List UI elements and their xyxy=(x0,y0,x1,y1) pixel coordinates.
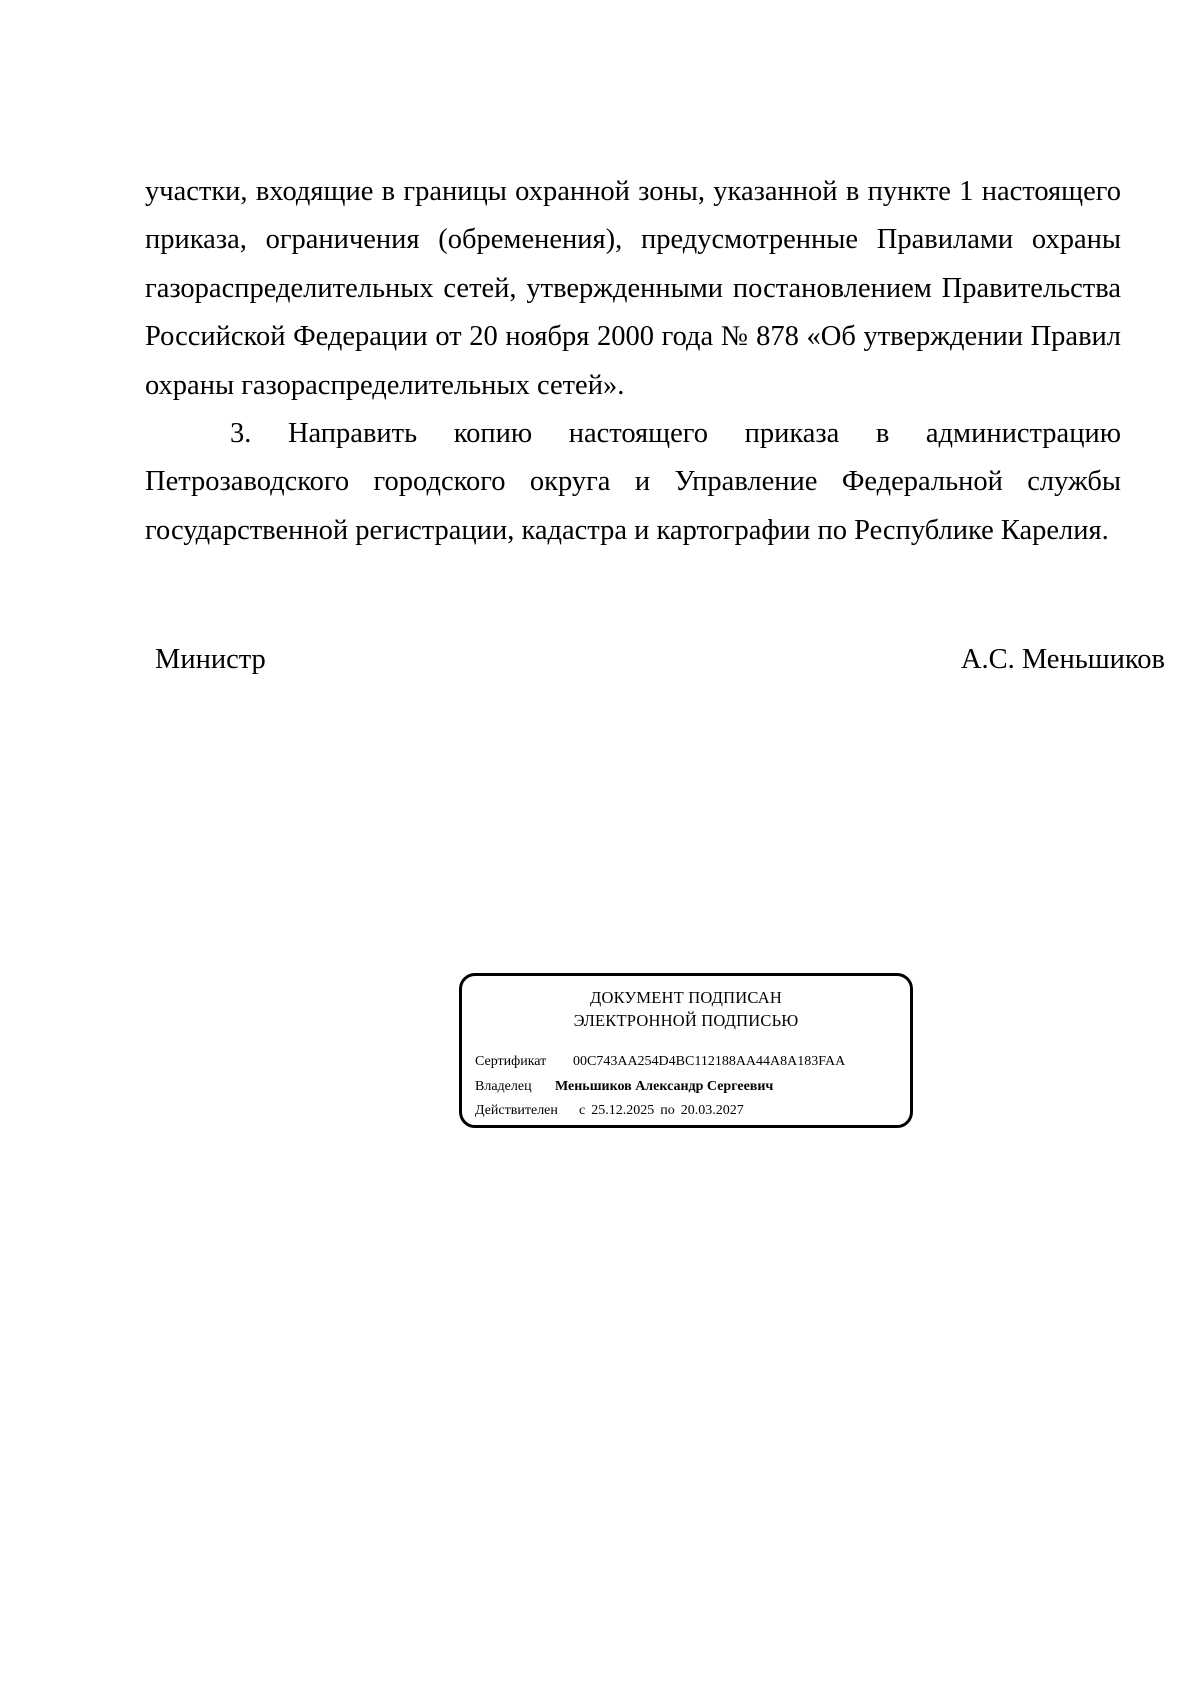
certificate-value: 00C743AA254D4BC112188AA44A8A183FAA xyxy=(573,1054,846,1069)
certificate-label: Сертификат xyxy=(475,1054,547,1069)
stamp-validity-row xyxy=(475,1102,744,1120)
validity-label: Действителен xyxy=(475,1103,558,1118)
stamp-certificate-row xyxy=(475,1053,845,1071)
valid-to-date: 20.03.2027 xyxy=(680,1103,744,1118)
valid-to-prefix: по xyxy=(660,1103,675,1118)
signatory-title: Министр xyxy=(155,644,266,675)
signatory-name: А.С. Меньшиков xyxy=(960,644,1165,675)
document-body xyxy=(145,168,1121,555)
stamp-owner-row xyxy=(475,1078,773,1096)
owner-value: Меньшиков Александр Сергеевич xyxy=(555,1079,774,1094)
electronic-signature-stamp xyxy=(459,973,913,1128)
owner-label: Владелец xyxy=(475,1079,532,1094)
stamp-heading-line-2: ЭЛЕКТРОННОЙ ПОДПИСЬЮ xyxy=(573,1011,799,1030)
paragraph-continuation: участки, входящие в границы охранной зоны, указанной в пункте 1 настоящего приказа, ограничения (обременения), предусмотренные Правилами охраны газораспределительных сетей, утвержденными постановлением Правительства Российской Федерации от 20 ноября 2000 года № 878 «Об утверждении Правил охраны газораспределительных сетей». xyxy=(145,176,1121,401)
valid-from-date: 25.12.2025 xyxy=(591,1103,655,1118)
valid-from-prefix: с xyxy=(579,1103,586,1118)
stamp-heading-line-1: ДОКУМЕНТ ПОДПИСАН xyxy=(590,988,782,1007)
paragraph-item-3: 3. Направить копию настоящего приказа в администрацию Петрозаводского городского округа и Управление Федеральной службы государственной регистрации, кадастра и картографии по Республике Карелия. xyxy=(145,418,1121,546)
